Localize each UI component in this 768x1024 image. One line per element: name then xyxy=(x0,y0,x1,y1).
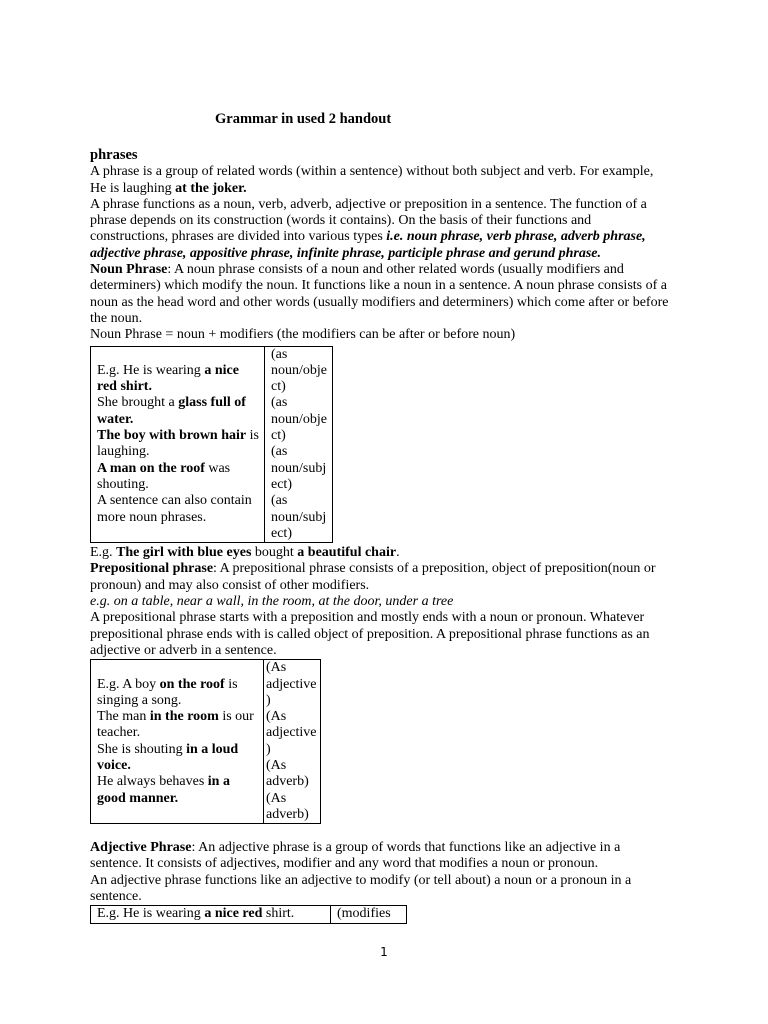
noun-phrase-formula: Noun Phrase = noun + modifiers (the modifiers can be after or before noun) xyxy=(90,327,516,343)
document-title: Grammar in used 2 handout xyxy=(215,111,392,127)
intro-paragraph-2: A phrase functions as a noun, verb, adverb, adjective or preposition in a sentence. The function of a phrase depends on its construction (words it contains). On the basis of their functions and constructions, phrases are divided into various types i.e. noun phrase, verb phrase, adverb phrase, adjective phrase, appositive phrase, infinite phrase, participle phrase and gerund phrase. xyxy=(90,196,647,261)
prep-phrase-roles-cell xyxy=(264,660,321,824)
example-line: A man on the roof was shouting. xyxy=(97,460,231,492)
example-line: She brought a glass full of water. xyxy=(97,395,246,427)
prep-phrase-examples-cell xyxy=(91,660,264,824)
adj-phrase-paragraph: An adjective phrase functions like an adjective to modify (or tell about) a noun or a pronoun in a sentence. xyxy=(90,872,632,905)
example-line: A sentence can also contain more noun phrases. xyxy=(97,493,252,525)
prep-phrase-table xyxy=(90,659,321,824)
noun-phrase-example: E.g. The girl with blue eyes bought a beautiful chair. xyxy=(90,545,400,561)
intro-paragraph-1: A phrase is a group of related words (within a sentence) without both subject and verb. For example, He is laughing at the joker. xyxy=(90,164,654,196)
role-label: (as noun/subj ect) xyxy=(271,493,327,541)
example-line: E.g. He is wearing a nice red shirt. xyxy=(97,362,239,395)
spacer xyxy=(90,824,670,840)
example-line: The man in the room is our teacher. xyxy=(97,709,254,741)
prep-phrase-examples: e.g. on a table, near a wall, in the room, at the door, under a tree xyxy=(90,594,454,610)
page-number: 1 xyxy=(380,945,388,959)
role-label: (As adjective ) xyxy=(266,709,317,757)
noun-phrase-examples-cell xyxy=(91,346,265,543)
document-body xyxy=(90,147,670,924)
role-label: (As adverb) xyxy=(266,757,309,790)
prep-phrase-paragraph: A prepositional phrase starts with a preposition and mostly ends with a noun or pronoun. Whatever prepositional phrase ends with is called object of preposition. A prepositional phrase functions as an adjective or adverb in a sentence. xyxy=(90,610,650,658)
adj-phrase-role-cell: (modifies xyxy=(331,906,407,923)
section-heading: phrases xyxy=(90,147,138,163)
adj-phrase-table xyxy=(90,905,407,923)
example-line: She is shouting in a loud voice. xyxy=(97,741,239,773)
role-label: (as noun/obje ct) xyxy=(271,395,327,444)
role-label: (as noun/subj ect) xyxy=(271,444,327,492)
example-line: He always behaves in a good manner. xyxy=(97,774,230,806)
noun-phrase-table xyxy=(90,346,333,544)
adj-phrase-definition: Adjective Phrase: An adjective phrase is a group of words that functions like an adjective in a sentence. It consists of adjectives, modifier and any word that modifies a noun or pronoun. xyxy=(90,840,621,872)
role-label: (as noun/obje ct) xyxy=(271,346,327,395)
role-label: (As adverb) xyxy=(266,790,309,822)
example-line: The boy with brown hair is laughing. xyxy=(97,428,259,460)
adj-phrase-example-cell: E.g. He is wearing a nice red shirt. xyxy=(91,906,331,923)
role-label: (As adjective ) xyxy=(266,660,317,708)
noun-phrase-roles-cell xyxy=(265,346,333,543)
noun-phrase-definition: Noun Phrase: A noun phrase consists of a noun and other related words (usually modifiers and determiners) which modify the noun. It functions like a noun in a sentence. A noun phrase consists of a noun as the head word and other words (usually modifiers and determiners) which come after or before the noun. xyxy=(90,262,669,326)
example-line: E.g. A boy on the roof is singing a song. xyxy=(97,676,238,708)
prep-phrase-definition: Prepositional phrase: A prepositional phrase consists of a preposition, object of preposition(noun or pronoun) and may also consist of other modifiers. xyxy=(90,561,656,593)
